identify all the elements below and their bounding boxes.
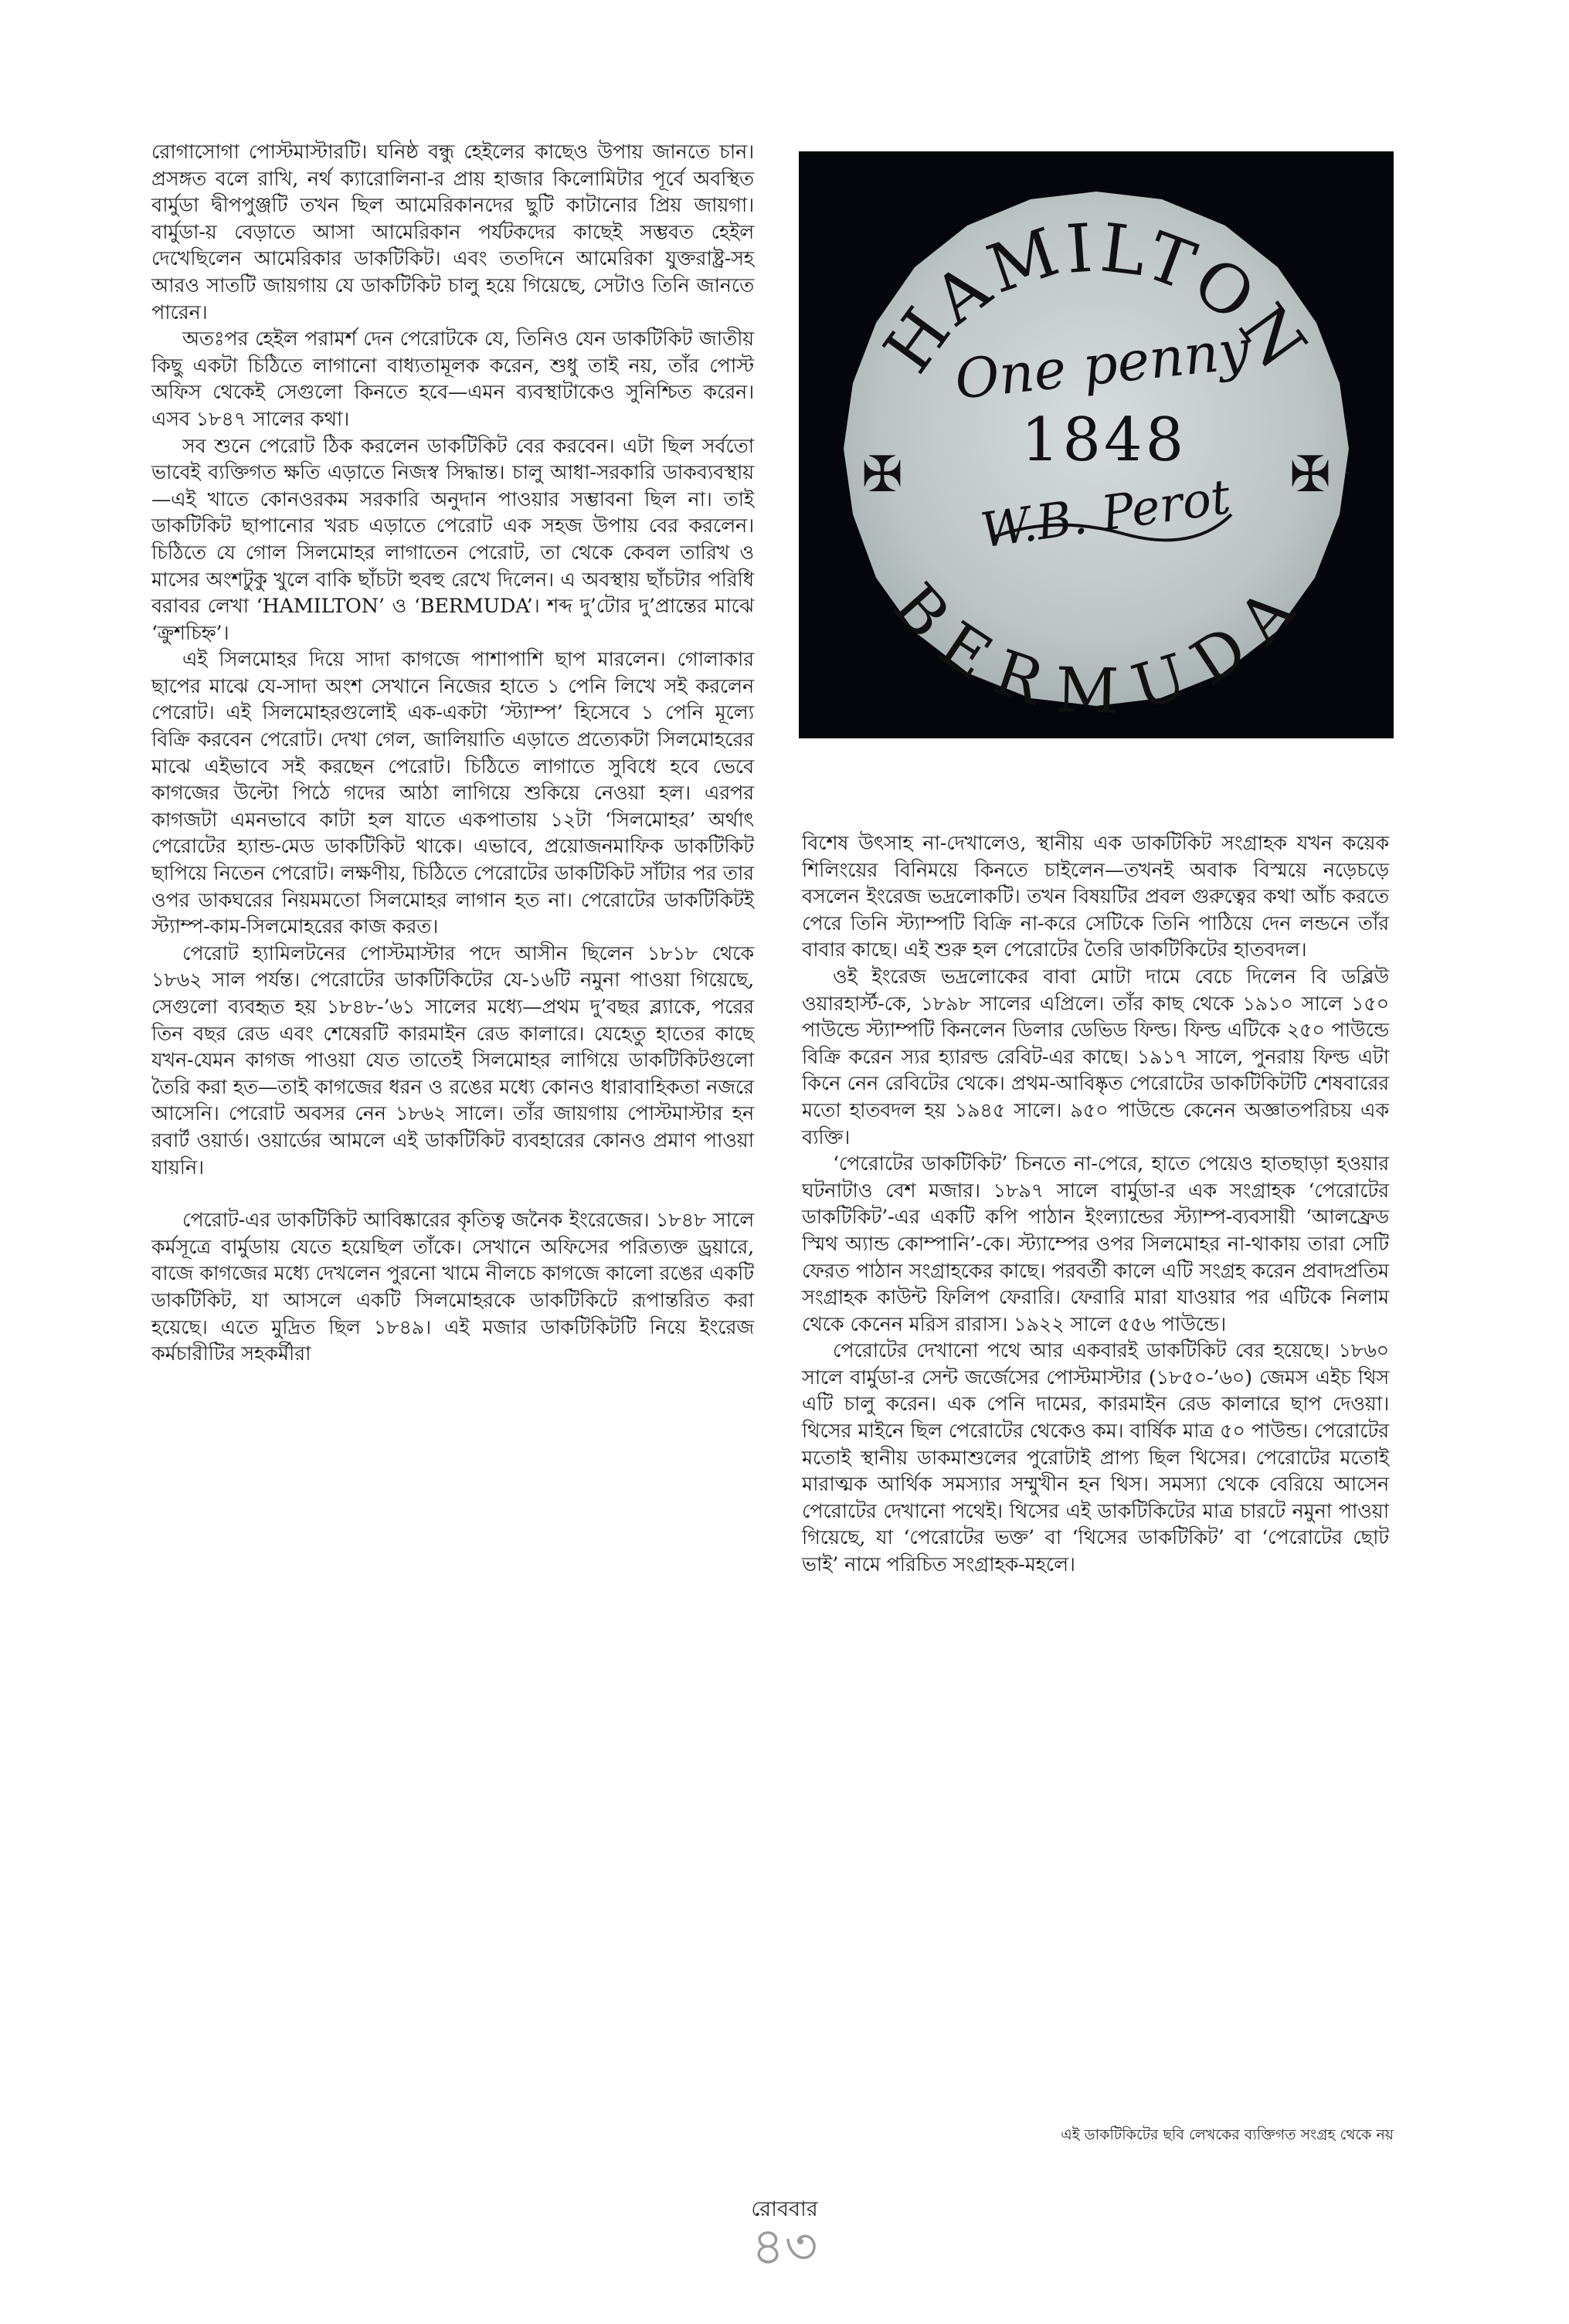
paragraph: পেরোট হ্যামিলটনের পোস্টমাস্টার পদে আসীন ছিলেন ১৮১৮ থেকে ১৮৬২ সাল পর্যন্ত। পেরোটের ডাকটিকিটের যে-১৬টি নমুনা পাওয়া গিয়েছে, সেগুলো ব্যবহৃত হয় ১৮৪৮-’৬১ সালের মধ্যে—প্রথম দু’বছর ব্ল্যাকে, পরের তিন বছর রেড এবং শেষেরটি কারমাইন রেড কালারে। যেহেতু হাতের কাছে যখন-যেমন কাগজ পাওয়া যেত তাতেই সিলমোহর লাগিয়ে ডাকটিকিটগুলো তৈরি করা হত—তাই কাগজের ধরন ও রঙের মধ্যে কোনও ধারাবাহিকতা নজরে আসেনি। পেরোট অবসর নেন ১৮৬২ সালে। তাঁর জায়গায় পোস্টমাস্টার হন রবার্ট ওয়ার্ড। ওয়ার্ডের আমলে এই ডাকটিকিট ব্যবহারের কোনও প্রমাণ পাওয়া যায়নি। — [151, 941, 754, 1179]
stamp-signature: W.B. Perot — [976, 467, 1234, 559]
stamp-bottom-text: BERMUDA — [879, 570, 1313, 728]
paragraph: ‘পেরোটের ডাকটিকিট’ চিনতে না-পেরে, হাতে পেয়েও হাতছাড়া হওয়ার ঘটনাটাও বেশ মজার। ১৮৯৭ সালে বার্মুডা-র এক সংগ্রাহক ‘পেরোটের ডাকটিকিট’-এর একটি কপি পাঠান ইংল্যান্ডের স্ট্যাম্প-ব্যবসায়ী ‘আলফ্রেড স্মিথ অ্যান্ড কোম্পানি’-কে। স্ট্যাম্পের ওপর সিলমোহর না-থাকায় তারা সেটি ফেরত পাঠান সংগ্রাহকের কাছে। পরবর্তী কালে এটি সংগ্রহ করেন প্রবাদপ্রতিম সংগ্রাহক কাউন্ট ফিলিপ ফেরারি। ফেরারি মারা যাওয়ার পর এটিকে নিলাম থেকে কেনেন মরিস রারাস। ১৯২২ সালে ৫৫৬ পাউন্ডে। — [802, 1152, 1389, 1336]
stamp-year: 1848 — [1021, 405, 1187, 475]
left-column — [151, 139, 754, 1368]
right-column — [802, 830, 1389, 1579]
magazine-name: রোববার — [751, 2197, 818, 2221]
image-caption: এই ডাকটিকিটের ছবি লেখকের ব্যক্তিগত সংগ্রহ থেকে নয় — [1061, 2126, 1394, 2143]
hamilton-bermuda-stamp — [799, 151, 1394, 738]
stamp-image — [799, 151, 1394, 738]
paragraph: ওই ইংরেজ ভদ্রলোকের বাবা মোটা দামে বেচে দিলেন বি ডব্লিউ ওয়ারহার্স্ট-কে, ১৮৯৮ সালের এপ্রিলে। তাঁর কাছ থেকে ১৯১০ সালে ১৫০ পাউন্ডে স্ট্যাম্পটি কিনলেন ডিলার ডেভিড ফিল্ড। ফিল্ড এটিকে ২৫০ পাউন্ডে বিক্রি করেন স্যর হ্যারল্ড রেবিট-এর কাছে। ১৯১৭ সালে, পুনরায় ফিল্ড এটা কিনে নেন রেবিটের থেকে। প্রথম-আবিষ্কৃত পেরোটের ডাকটিকিটটি শেষবারের মতো হাতবদল হয় ১৯৪৫ সালে। ৯৫০ পাউন্ডে কেনেন অজ্ঞাতপরিচয় এক ব্যক্তি। — [802, 965, 1389, 1149]
paragraph: বিশেষ উৎসাহ না-দেখালেও, স্থানীয় এক ডাকটিকিট সংগ্রাহক যখন কয়েক শিলিংয়ের বিনিময়ে কিনতে চাইলেন—তখনই অবাক বিস্ময়ে নড়েচড়ে বসলেন ইংরেজ ভদ্রলোকটি। তখন বিষয়টির প্রবল গুরুত্বের কথা আঁচ করতে পেরে তিনি স্ট্যাম্পটি বিক্রি না-করে সেটিকে তিনি পাঠিয়ে দেন লন্ডনে তাঁর বাবার কাছে। এই শুরু হল পেরোটের তৈরি ডাকটিকিটের হাতবদল। — [802, 832, 1389, 962]
paragraph: সব শুনে পেরোট ঠিক করলেন ডাকটিকিট বের করবেন। এটা ছিল সর্বতো ভাবেই ব্যক্তিগত ক্ষতি এড়াতে নিজস্ব সিদ্ধান্ত। চালু আধা-সরকারি ডাকব্যবস্থায়—এই খাতে কোনওরকম সরকারি অনুদান পাওয়ার সম্ভাবনা ছিল না। তাই ডাকটিকিট ছাপানোর খরচ এড়াতে পেরোট এক সহজ উপায় বের করলেন। চিঠিতে যে গোল সিলমোহর লাগাতেন পেরোট, তা থেকে কেবল তারিখ ও মাসের অংশটুকু খুলে বাকি ছাঁচটা হুবহু রেখে দিলেন। এ অবস্থায় ছাঁচটার পরিধি বরাবর লেখা ‘HAMILTON’ ও ‘BERMUDA’। শব্দ দু’টোর দু’প্রান্তের মাঝে ‘ক্রুশচিহ্ন’। — [151, 434, 754, 645]
stamp-cross-right: ✠ — [1289, 446, 1331, 504]
paragraph: এই সিলমোহর দিয়ে সাদা কাগজে পাশাপাশি ছাপ মারলেন। গোলাকার ছাপের মাঝে যে-সাদা অংশ সেখানে নিজের হাতে ১ পেনি লিখে সই করলেন পেরোট। এই সিলমোহরগুলোই এক-একটা ‘স্ট্যাম্প’ হিসেবে ১ পেনি মূল্যে বিক্রি করবেন পেরোট। দেখা গেল, জালিয়াতি এড়াতে প্রত্যেকটা সিলমোহরের মাঝে এইভাবে সই করছেন পেরোট। চিঠিতে লাগাতে সুবিধে হবে ভেবে কাগজের উল্টো পিঠে গদের আঠা লাগিয়ে শুকিয়ে নেওয়া হল। এরপর কাগজটা এমনভাবে কাটা হল যাতে একপাতায় ১২টা ‘সিলমোহর’ অর্থাৎ পেরোটের হ্যান্ড-মেড ডাকটিকিট থাকে। এভাবে, প্রয়োজনমাফিক ডাকটিকিট ছাপিয়ে নিতেন পেরোট। লক্ষণীয়, চিঠিতে পেরোটের ডাকটিকিট সাঁটার পর তার ওপর ডাকঘরের নিয়মমতো সিলমোহর লাগান হত না। পেরোটের ডাকটিকিটই স্ট্যাম্প-কাম-সিলমোহরের কাজ করত। — [151, 648, 754, 939]
paragraph: রোগাসোগা পোস্টমাস্টারটি। ঘনিষ্ঠ বন্ধু হেইলের কাছেও উপায় জানতে চান। প্রসঙ্গত বলে রাখি, নর্থ ক্যারোলিনা-র প্রায় হাজার কিলোমিটার পূর্বে অবস্থিত বার্মুডা দ্বীপপুঞ্জটি তখন ছিল আমেরিকানদের ছুটি কাটানোর প্রিয় জায়গা। বার্মুডা-য় বেড়াতে আসা আমেরিকান পর্যটকদের কাছেই সম্ভবত হেইল দেখেছিলেন আমেরিকার ডাকটিকিট। এবং ততদিনে আমেরিকা যুক্তরাষ্ট্র-সহ আরও সাতটি জায়গায় যে ডাকটিকিট চালু হয়ে গিয়েছে, সেটাও তিনি জানতে পারেন। — [151, 141, 754, 324]
paragraph: অতঃপর হেইল পরামর্শ দেন পেরোটকে যে, তিনিও যেন ডাকটিকিট জাতীয় কিছু একটা চিঠিতে লাগানো বাধ্যতামূলক করেন, শুধু তাই নয়, তাঁর পোস্ট অফিস থেকেই সেগুলো কিনতে হবে—এমন ব্যবস্থাটাকেও সুনিশ্চিত করেন। এসব ১৮৪৭ সালের কথা। — [151, 327, 754, 431]
paragraph: পেরোট-এর ডাকটিকিট আবিষ্কারের কৃতিত্ব জনৈক ইংরেজের। ১৮৪৮ সালে কর্মসূত্রে বার্মুডায় যেতে হয়েছিল তাঁকে। সেখানে অফিসের পরিত্যক্ত ড্রয়ারে, বাজে কাগজের মধ্যে দেখলেন পুরনো খামে নীলচে কাগজে কালো রঙের একটি ডাকটিকিট, যা আসলে একটি সিলমোহরকে ডাকটিকিটে রূপান্তরিত করা হয়েছে। এতে মুদ্রিত ছিল ১৮৪৯। এই মজার ডাকটিকিটটি নিয়ে ইংরেজ কর্মচারীটির সহকর্মীরা — [151, 1209, 754, 1366]
page-number: ৪৩ — [751, 2217, 818, 2276]
paragraph: পেরোটের দেখানো পথে আর একবারই ডাকটিকিট বের হয়েছে। ১৮৬০ সালে বার্মুডা-র সেন্ট জর্জেসের পোস্টমাস্টার (১৮৫০-’৬০) জেমস এইচ থিস এটি চালু করেন। এক পেনি দামের, কারমাইন রেড কালারে ছাপ দেওয়া। থিসের মাইনে ছিল পেরোটের থেকেও কম। বার্ষিক মাত্র ৫০ পাউন্ড। পেরোটের মতোই স্থানীয় ডাকমাশুলের পুরোটাই প্রাপ্য ছিল থিসের। পেরোটের মতোই মারাত্মক আর্থিক সমস্যার সম্মুখীন হন থিস। সমস্যা থেকে বেরিয়ে আসেন পেরোটের দেখানো পথেই। থিসের এই ডাকটিকিটের মাত্র চারটে নমুনা পাওয়া গিয়েছে, যা ‘পেরোটের ভক্ত’ বা ‘থিসের ডাকটিকিট’ বা ‘পেরোটের ছোট ভাই’ নামে পরিচিত সংগ্রাহক-মহলে। — [802, 1339, 1389, 1577]
stamp-cross-left: ✠ — [861, 446, 903, 504]
stamp-top-text: HAMILTON — [869, 209, 1323, 387]
stamp-handwritten-value: One penny — [952, 317, 1252, 412]
